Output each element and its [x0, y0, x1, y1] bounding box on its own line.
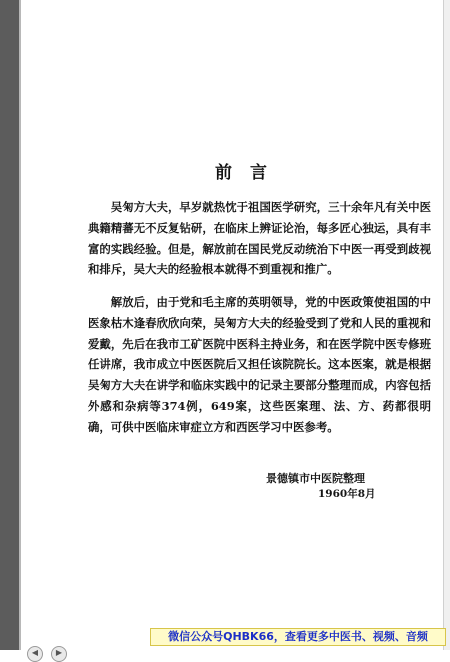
preface-paragraph-2: 解放后，由于党和毛主席的英明领导，党的中医政策使祖国的中医象枯木逢春欣欣向荣，吴匊方大夫的经验受到了党和人民的重视和爱戴，先后在我市工矿医院中医科主持业务，和在医学院中医专修班任讲席，我市成立中医医院后又担任该院院长。这本医案，就是根据吴匊方大夫在讲学和临床实践中的记录主要部分整理而成，内容包括外感和杂病等374例，649案，这些医案理、法、方、药都很明确，可供中医临床审症立方和西医学习中医参考。	[88, 295, 431, 434]
viewer-left-margin	[0, 0, 19, 650]
promo-banner[interactable]: 微信公众号QHBK66，查看更多中医书、视频、音频	[150, 628, 446, 646]
viewer-scrollbar[interactable]	[443, 0, 450, 650]
previous-page-icon[interactable]: ◀	[27, 646, 43, 662]
preface-paragraph-1: 吴匊方大夫，早岁就热忱于祖国医学研究，三十余年凡有关中医典籍精蕃无不反复钻研，在临床上辨证论治，每多匠心独运，具有丰富的实践经验。但是，解放前在国民党反动统治下中医一再受到歧视和排斥，吴大夫的经验根本就得不到重视和推广。	[88, 200, 431, 277]
page-title: 前言	[215, 163, 285, 183]
viewer-nav-bar	[21, 646, 152, 657]
next-page-icon[interactable]: ▶	[51, 646, 67, 662]
signature-organization: 景德镇市中医院整理	[266, 472, 365, 485]
signature-date: 1960年8月	[318, 488, 376, 500]
